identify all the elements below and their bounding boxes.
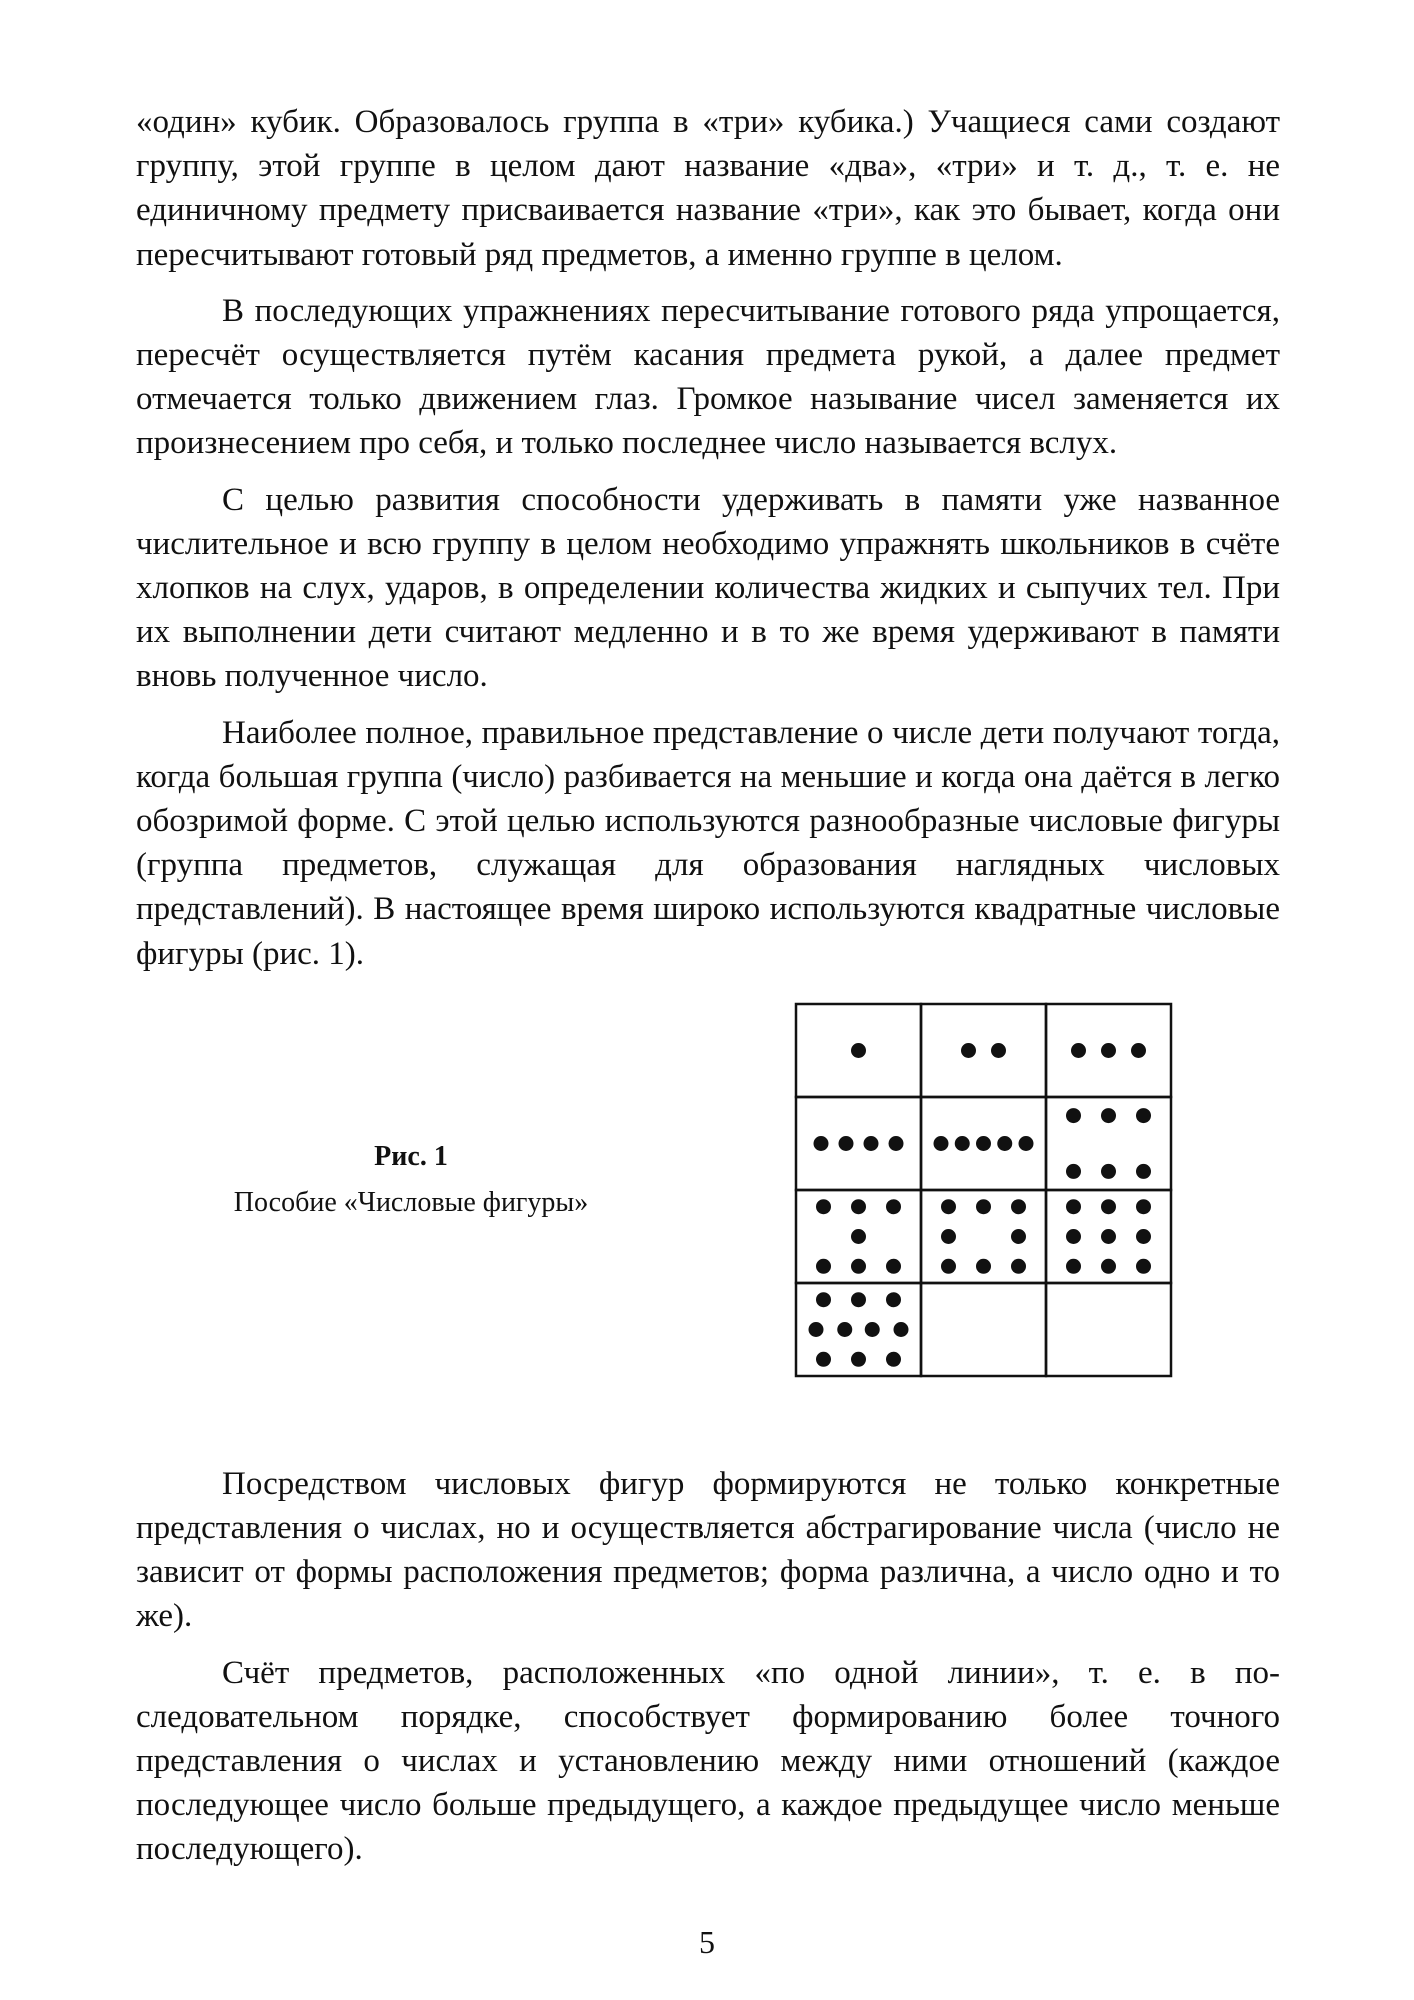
figure-dot <box>1136 1199 1151 1214</box>
figure-dot <box>837 1322 852 1337</box>
figure-dot <box>1011 1259 1026 1274</box>
figure-dot <box>1066 1229 1081 1244</box>
figure-dot <box>851 1352 866 1367</box>
paragraph-5: Посредством числовых фигур формируются не только конкретные представления о числах, но и осуществляется абстрагирование числа (число не зависит от формы расположения предметов; форма различна, а число одно и то же). <box>136 1465 1280 1635</box>
figure-dot <box>961 1043 976 1058</box>
paragraph-3: С целью развития способности удерживать в памяти уже названное числительное и всю группу в целом необходимо упражнять школьников в счёте хлопков на слух, ударов, в определении количества жидких и сыпучих тел. При их выполнении дети считают медленно и в то же время удерживают в памяти вновь полученное число. <box>136 481 1280 695</box>
figure-dot <box>976 1136 991 1151</box>
figure-dot <box>1131 1043 1146 1058</box>
figure-dot <box>865 1322 880 1337</box>
figure-dot <box>886 1292 901 1307</box>
figure-cell-border <box>921 1283 1046 1376</box>
figure-dot <box>851 1199 866 1214</box>
figure-cell-border <box>1046 1283 1171 1376</box>
figure-1 <box>136 1002 1280 1422</box>
figure-dot <box>851 1229 866 1244</box>
figure-cell-border <box>921 1004 1046 1097</box>
figure-dot <box>816 1199 831 1214</box>
figure-dot <box>1101 1164 1116 1179</box>
figure-dot <box>1011 1229 1026 1244</box>
figure-cell-11 <box>921 1283 1046 1376</box>
figure-cell-9 <box>1046 1190 1171 1283</box>
figure-subtitle: Пособие «Числовые фигуры» <box>233 1186 589 1218</box>
paragraph-1: «один» кубик. Образовалось группа в «три» кубика.) Учащиеся сами создают группу, этой группе в целом дают название «два», «три» и т. д., т. е. не единичному предмету присваивается название «три», как это бывает, когда они пересчитывают готовый ряд предметов, а именно группе в целом. <box>136 104 1280 273</box>
figure-dot <box>1101 1259 1116 1274</box>
figure-dot <box>851 1292 866 1307</box>
figure-dot <box>941 1199 956 1214</box>
figure-caption <box>136 1137 686 1223</box>
figure-dot <box>934 1136 949 1151</box>
figure-dot <box>955 1136 970 1151</box>
figure-cell-1 <box>796 1004 921 1097</box>
figure-dot <box>886 1352 901 1367</box>
page-content <box>136 100 1280 1884</box>
figure-dot <box>976 1259 991 1274</box>
figure-dot <box>1101 1108 1116 1123</box>
figure-dot <box>1136 1259 1151 1274</box>
figure-dot <box>1101 1229 1116 1244</box>
figure-dot <box>864 1136 879 1151</box>
figure-cell-7 <box>796 1190 921 1283</box>
figure-cell-6 <box>1046 1097 1171 1190</box>
number-figures-grid <box>794 1002 1174 1382</box>
figure-dot <box>991 1043 1006 1058</box>
figure-dot <box>851 1259 866 1274</box>
figure-dot <box>814 1136 829 1151</box>
figure-title: Рис. 1 <box>374 1140 448 1172</box>
figure-dot <box>889 1136 904 1151</box>
paragraph-6: Счёт предметов, расположенных «по одной линии», т. е. в последовательном порядке, способствует формированию более точного представления о числах и установлению между ними отношений (каждое последующее число больше предыдущего, а каждое предыдущее число меньше последующего). <box>136 1654 1280 1868</box>
paragraph-2: В последующих упражнениях пересчитывание готового ряда упрощается, пересчёт осуществляется путём касания предмета рукой, а далее предмет отмечается только движением глаз. Громкое называние чисел заменяется их произнесением про себя, и только последнее число называется вслух. <box>136 292 1280 462</box>
page-number: 5 <box>699 1924 715 1960</box>
figure-cell-4 <box>796 1097 921 1190</box>
figure-dot <box>816 1352 831 1367</box>
figure-dot <box>1136 1108 1151 1123</box>
figure-cell-8 <box>921 1190 1046 1283</box>
figure-dot <box>1019 1136 1034 1151</box>
figure-dot <box>941 1229 956 1244</box>
figure-dot <box>1101 1043 1116 1058</box>
figure-dot <box>997 1136 1012 1151</box>
figure-dot <box>1136 1229 1151 1244</box>
figure-cell-10 <box>796 1283 921 1376</box>
figure-dot <box>1066 1108 1081 1123</box>
figure-dot <box>886 1259 901 1274</box>
figure-cell-3 <box>1046 1004 1171 1097</box>
figure-dot <box>1066 1199 1081 1214</box>
figure-cell-12 <box>1046 1283 1171 1376</box>
figure-dot <box>1011 1199 1026 1214</box>
figure-dot <box>886 1199 901 1214</box>
figure-dot <box>1101 1199 1116 1214</box>
figure-dot <box>941 1259 956 1274</box>
figure-dot <box>1136 1164 1151 1179</box>
figure-dot <box>1071 1043 1086 1058</box>
figure-dot <box>839 1136 854 1151</box>
figure-cell-5 <box>921 1097 1046 1190</box>
figure-dot <box>816 1259 831 1274</box>
figure-cell-2 <box>921 1004 1046 1097</box>
figure-dot <box>809 1322 824 1337</box>
paragraph-4: Наиболее полное, правильное представление о числе дети получают тогда, когда большая группа (число) разбивается на меньшие и когда она даётся в легко обозримой форме. С этой целью используются разнообразные числовые фигуры (группа предметов, служащая для образования наглядных числовых представлений). В настоящее время широко используются квадратные числовые фигуры (рис. 1). <box>136 714 1280 972</box>
figure-dot <box>894 1322 909 1337</box>
figure-dot <box>1066 1259 1081 1274</box>
figure-dot <box>816 1292 831 1307</box>
figure-dot <box>976 1199 991 1214</box>
figure-dot <box>1066 1164 1081 1179</box>
figure-dot <box>851 1043 866 1058</box>
